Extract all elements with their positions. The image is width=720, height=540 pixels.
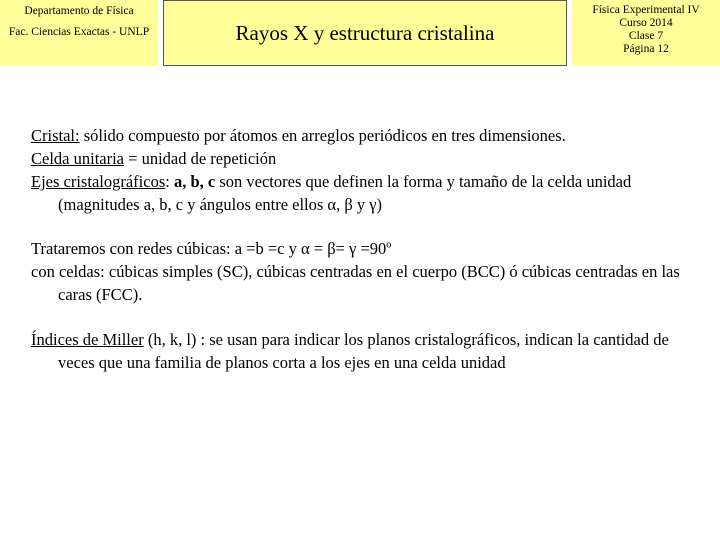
term-ejes: Ejes cristalográficos	[31, 172, 166, 191]
slide-title: Rayos X y estructura cristalina	[235, 20, 495, 45]
course-year: Curso 2014	[619, 17, 673, 29]
header-department-box	[0, 0, 158, 66]
definition-miller: (h, k, l) : se usan para indicar los planos cristalográficos, indican la cantidad de veces que una familia de planos corta a los ejes en una celda unidad	[58, 330, 669, 372]
slide-body	[31, 124, 701, 374]
paragraph-celdas: con celdas: cúbicas simples (SC), cúbicas centradas en el cuerpo (BCC) ó cúbicas centradas en las caras (FCC).	[31, 262, 680, 304]
ejes-colon: :	[165, 172, 174, 191]
term-miller: Índices de Miller	[31, 330, 144, 349]
definition-celda-unitaria: = unidad de repetición	[124, 149, 277, 168]
faculty-name: Fac. Ciencias Exactas - UNLP	[8, 26, 150, 38]
term-celda-unitaria: Celda unitaria	[31, 149, 125, 168]
title-box	[163, 0, 567, 66]
definition-cristal: sólido compuesto por átomos en arreglos periódicos en tres dimensiones.	[79, 126, 566, 145]
vectors-abc: a, b, c	[173, 172, 216, 191]
paragraph-ejes	[31, 170, 701, 216]
page-number: Página 12	[623, 43, 669, 55]
paragraph-celda-unitaria	[31, 147, 701, 170]
paragraph-redes-cubicas: Trataremos con redes cúbicas: a =b =c y α = β= γ =90º	[31, 239, 392, 258]
spacer	[31, 216, 701, 237]
department-name: Departamento de Física	[24, 5, 134, 17]
spacer	[31, 306, 701, 328]
class-number: Clase 7	[628, 30, 664, 42]
definition-ejes: son vectores que definen la forma y tamaño de la celda unidad (magnitudes a, b, c y ángulos entre ellos α, β y γ)	[58, 172, 632, 214]
course-name: Física Experimental IV	[592, 4, 700, 16]
term-cristal: Cristal:	[31, 126, 80, 145]
paragraph-cristal	[31, 124, 701, 147]
header-course-box	[572, 0, 720, 66]
paragraph-miller	[31, 328, 701, 374]
